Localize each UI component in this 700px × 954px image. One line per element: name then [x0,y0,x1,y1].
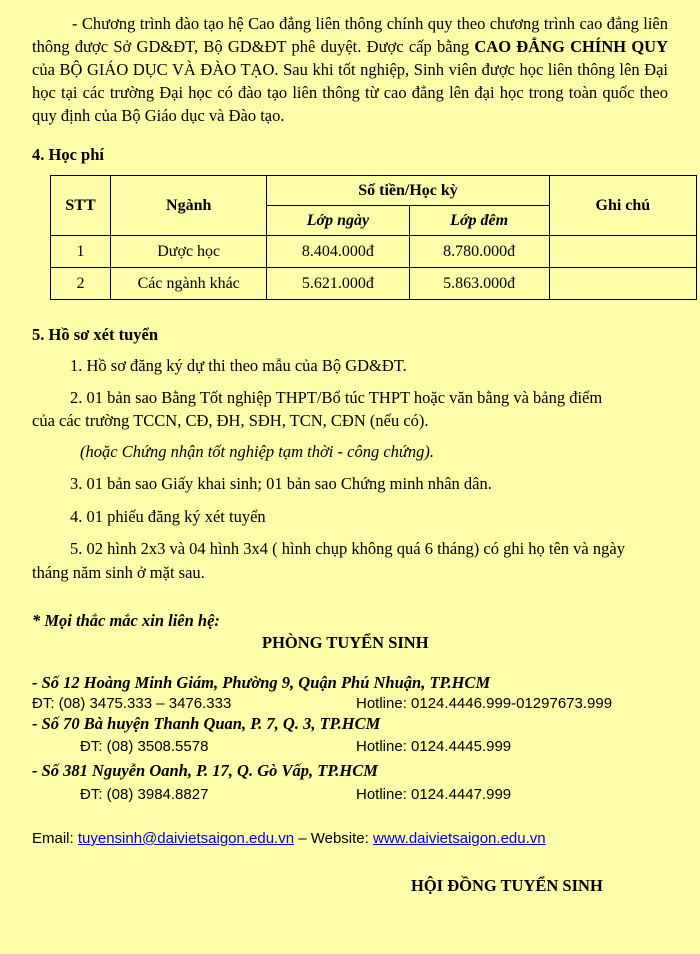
intro-text-part2: của BỘ GIÁO DỤC VÀ ĐÀO TẠO. Sau khi tốt nghiệp, Sinh viên được học liên thông lên Đại học tại các trường Đại học có đào tạo liên thông từ cao đẳng lên đại học trong toàn quốc theo quy định của Bộ Giáo dục và Đào tạo. [32,60,668,125]
col-header-night: Lớp đêm [409,206,549,236]
website-label: – Website: [294,830,373,847]
dossier-item-4: 4. 01 phiếu đăng ký xét tuyển [70,507,266,526]
phone-1: ĐT: (08) 3475.333 – 3476.333 [32,695,232,712]
row-day-fee: 5.621.000đ [267,268,409,300]
row-major: Dược học [111,236,267,268]
intro-text-part1: - Chương trình đào tạo hệ Cao đẳng liên thông chính quy theo chương trình cao đẳng liên thông được Sở GD&ĐT, Bộ GD&ĐT phê duyệt. Được cấp bằng [32,14,668,56]
dossier-item-2-line1: 2. 01 bản sao Bằng Tốt nghiệp THPT/Bổ túc THPT hoặc văn bằng và bảng điểm [70,388,603,407]
col-header-stt: STT [51,176,111,236]
col-header-fee-group: Số tiền/Học kỳ [267,176,549,206]
hotline-3: Hotline: 0124.4447.999 [356,786,512,803]
phone-3: ĐT: (08) 3984.8827 [80,786,209,803]
email-label: Email: [32,830,78,847]
dossier-item-5-line1: 5. 02 hình 2x3 và 04 hình 3x4 ( hình chụp không quá 6 tháng) có ghi họ tên và ngày [70,539,625,558]
table-row [51,236,697,268]
dossier-heading: 5. Hồ sơ xét tuyển [32,325,159,344]
row-note [549,236,696,268]
row-major: Các ngành khác [111,268,267,300]
contact-links [32,830,546,847]
dossier-item-3: 3. 01 bản sao Giấy khai sinh; 01 bản sao Chứng minh nhân dân. [70,474,492,493]
row-stt: 2 [51,268,111,300]
fees-heading: 4. Học phí [32,145,104,164]
address-3: - Số 381 Nguyễn Oanh, P. 17, Q. Gò Vấp, TP.HCM [32,761,378,780]
email-link[interactable]: tuyensinh@daivietsaigon.edu.vn [77,830,295,847]
tuition-table [50,175,697,300]
row-night-fee: 5.863.000đ [409,268,549,300]
col-header-major: Ngành [111,176,267,236]
row-note [549,268,696,300]
website-link[interactable]: www.daivietsaigon.edu.vn [373,830,546,847]
hotline-1: Hotline: 0124.4446.999-01297673.999 [356,695,613,712]
table-row [51,268,697,300]
dossier-item-2-note: (hoặc Chứng nhận tốt nghiệp tạm thời - công chứng). [80,442,435,461]
row-day-fee: 8.404.000đ [267,236,409,268]
row-night-fee: 8.780.000đ [409,236,549,268]
phone-2: ĐT: (08) 3508.5578 [80,738,209,755]
row-stt: 1 [51,236,111,268]
col-header-note: Ghi chú [549,176,696,236]
admissions-office-title: PHÒNG TUYỂN SINH [262,633,429,652]
hotline-2: Hotline: 0124.4445.999 [356,738,512,755]
col-header-day: Lớp ngày [267,206,409,236]
contact-intro: * Mọi thắc mắc xin liên hệ: [32,611,220,630]
dossier-item-5-line2: tháng năm sinh ở mặt sau. [32,563,205,582]
dossier-item-2-line2: của các trường TCCN, CĐ, ĐH, SĐH, TCN, CĐN (nếu có). [32,411,429,430]
address-1: - Số 12 Hoàng Minh Giám, Phường 9, Quận Phú Nhuận, TP.HCM [32,673,491,692]
address-2: - Số 70 Bà huyện Thanh Quan, P. 7, Q. 3, TP.HCM [32,714,381,733]
signature-council: HỘI ĐỒNG TUYỂN SINH [411,876,603,895]
dossier-item-1: 1. Hồ sơ đăng ký dự thi theo mẫu của Bộ GD&ĐT. [70,356,407,375]
degree-name: CAO ĐẲNG CHÍNH QUY [474,37,669,56]
program-intro-paragraph [32,12,668,127]
